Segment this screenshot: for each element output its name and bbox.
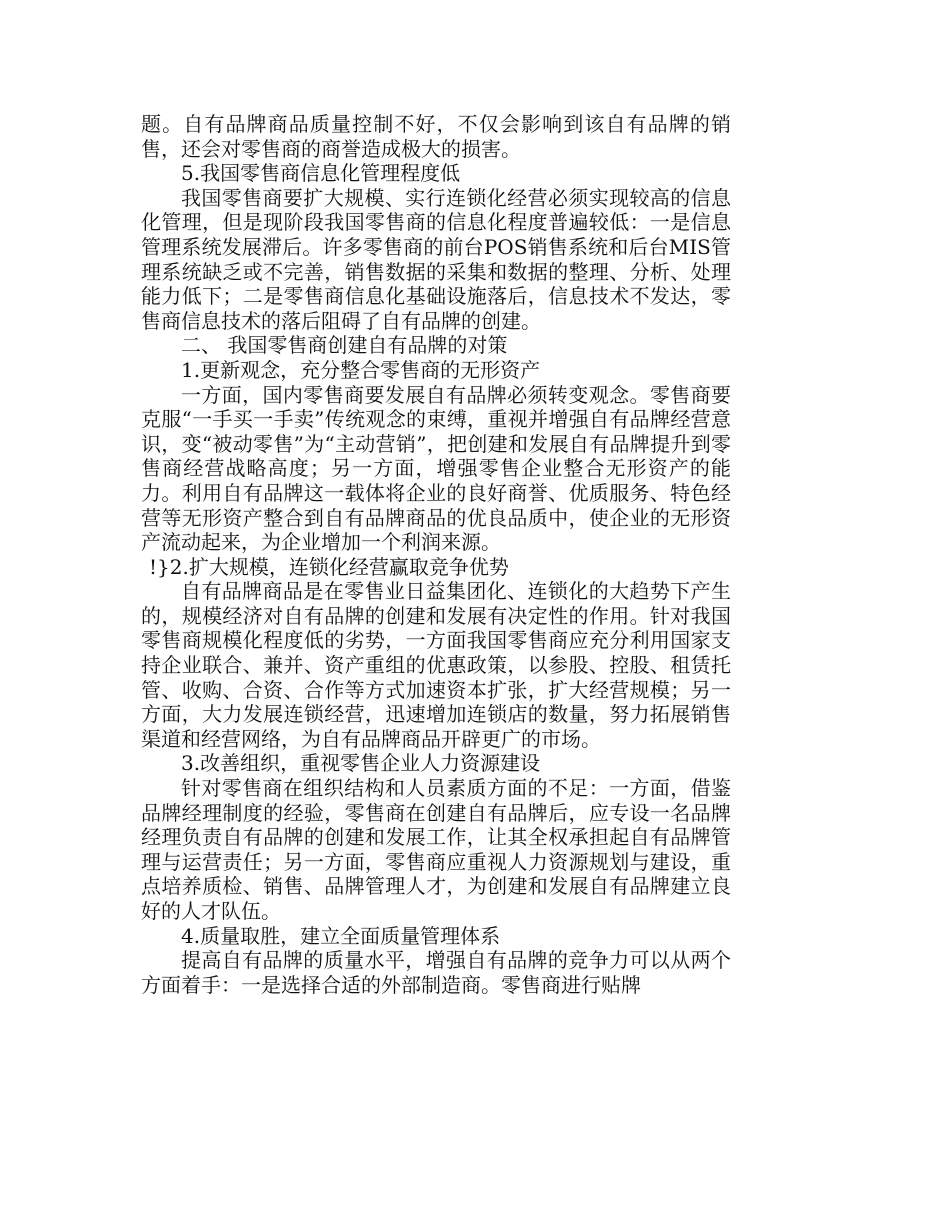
paragraph-quality: 提高自有品牌的质量水平，增强自有品牌的竞争力可以从两个方面着手：一是选择合适的外部制造商。零售商进行贴牌: [141, 948, 731, 997]
paragraph-concepts: 一方面，国内零售商要发展自有品牌必须转变观念。零售商要克服“一手买一手卖”传统观念的束缚，重视并增强自有品牌经营意识，变“被动零售”为“主动营销”，把创建和发展自有品牌提升到零售商经营战略高度；另一方面，增强零售企业整合无形资产的能力。利用自有品牌这一载体将企业的良好商誉、优质服务、特色经营等无形资产整合到自有品牌商品的优良品质中，使企业的无形资产流动起来，为企业增加一个利润来源。: [141, 382, 731, 555]
document-body: [141, 112, 731, 997]
paragraph-informatization: 我国零售商要扩大规模、实行连锁化经营必须实现较高的信息化管理，但是现阶段我国零售商的信息化程度普遍较低：一是信息管理系统发展滞后。许多零售商的前台POS销售系统和后台MIS管理系统缺乏或不完善，销售数据的采集和数据的整理、分析、处理能力低下；二是零售商信息化基础设施落后，信息技术不发达，零售商信息技术的落后阻碍了自有品牌的创建。: [141, 185, 731, 333]
paragraph-scale: 自有品牌商品是在零售业日益集团化、连锁化的大趋势下产生的，规模经济对自有品牌的创建和发展有决定性的作用。针对我国零售商规模化程度低的劣势，一方面我国零售商应充分利用国家支持企业联合、兼并、资产重组的优惠政策，以参股、控股、租赁托管、收购、合资、合作等方式加速资本扩张，扩大经营规模；另一方面，大力发展连锁经营，迅速增加连锁店的数量，努力拓展销售渠道和经营网络，为自有品牌商品开辟更广的市场。: [141, 579, 731, 751]
section-heading-2: !}2.扩大规模，连锁化经营赢取竞争优势: [149, 554, 509, 579]
paragraph-organization: 针对零售商在组织结构和人员素质方面的不足：一方面，借鉴品牌经理制度的经验，零售商在创建自有品牌后，应专设一名品牌经理负责自有品牌的创建和发展工作，让其全权承担起自有品牌管理与运营责任；另一方面，零售商应重视人力资源规划与建设，重点培养质检、销售、品牌管理人才，为创建和发展自有品牌建立良好的人才队伍。: [141, 776, 731, 923]
chapter-heading-countermeasures: 二、 我国零售商创建自有品牌的对策: [181, 333, 508, 358]
section-heading-3: 3.改善组织，重视零售企业人力资源建设: [181, 751, 541, 776]
paragraph-continuation: 题。自有品牌商品质量控制不好，不仅会影响到该自有品牌的销售，还会对零售商的商誉造成极大的损害。: [141, 112, 731, 161]
section-heading-5: 5.我国零售商信息化管理程度低: [181, 161, 461, 186]
section-heading-4: 4.质量取胜，建立全面质量管理体系: [181, 923, 501, 948]
section-heading-1: 1.更新观念，充分整合零售商的无形资产: [181, 357, 541, 382]
